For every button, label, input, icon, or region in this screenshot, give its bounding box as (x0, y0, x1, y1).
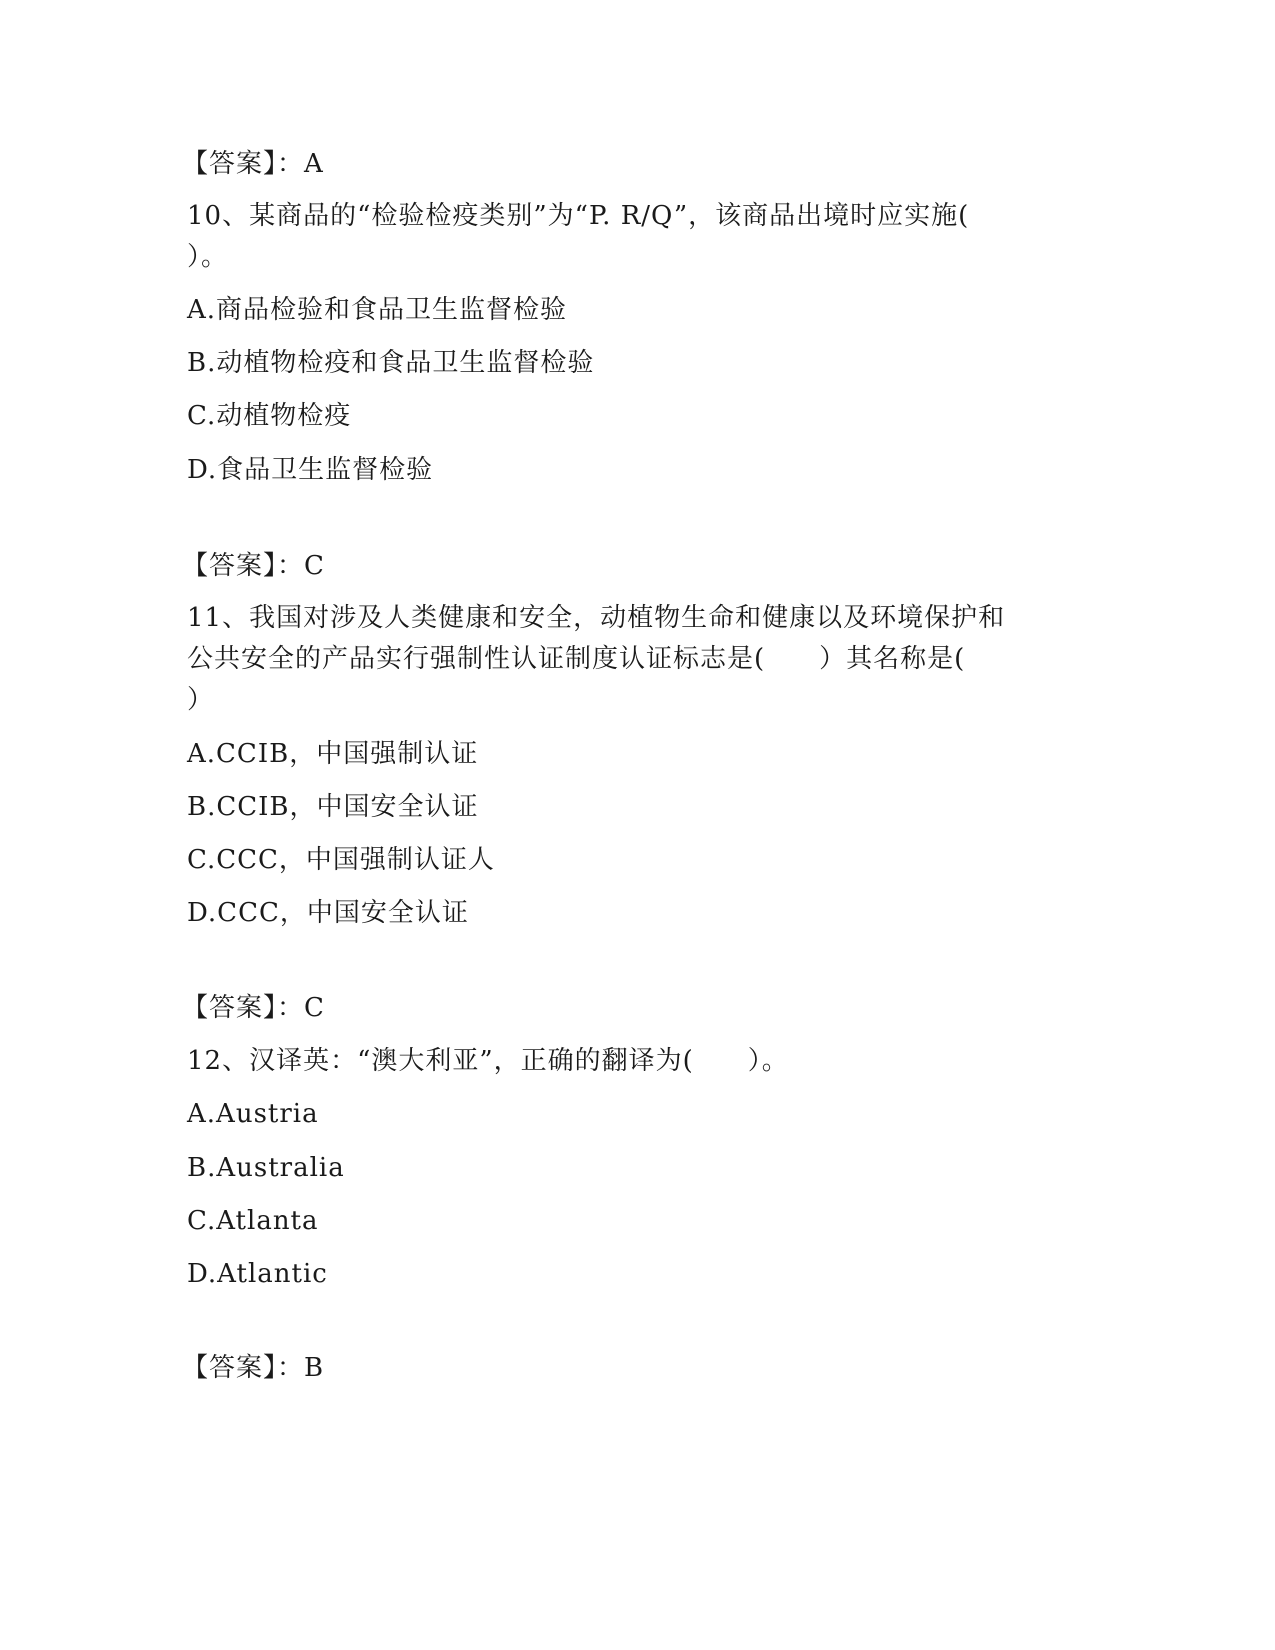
q11-option-b: B.CCIB，中国安全认证 (187, 792, 479, 822)
q10-option-d: D.食品卫生监督检验 (187, 455, 434, 485)
q10-option-c: C.动植物检疫 (187, 401, 352, 431)
q10-option-b: B.动植物检疫和食品卫生监督检验 (187, 348, 595, 378)
question-11-text-cont: 公共安全的产品实行强制性认证制度认证标志是( ）其名称是( (187, 644, 966, 674)
answer-q12: 【答案】：B (182, 1353, 325, 1383)
q10-option-a: A.商品检验和食品卫生监督检验 (187, 295, 568, 325)
answer-q9: 【答案】：A (182, 149, 324, 179)
answer-q11: 【答案】：C (182, 993, 325, 1023)
question-12-text: 12、汉译英：“澳大利亚”，正确的翻译为( ）。 (187, 1046, 789, 1076)
q12-option-c: C.Atlanta (187, 1206, 319, 1236)
question-10-text: 10、某商品的“检验检疫类别”为“P. R/Q”，该商品出境时应实施( (187, 201, 970, 231)
question-10-text-cont: ）。 (187, 242, 229, 272)
q12-option-a: A.Austria (187, 1099, 319, 1129)
q11-option-d: D.CCC，中国安全认证 (187, 898, 469, 928)
q11-option-c: C.CCC，中国强制认证人 (187, 845, 495, 875)
question-11-text-cont2: ） (187, 685, 215, 715)
q12-option-d: D.Atlantic (187, 1259, 328, 1289)
question-11-text: 11、我国对涉及人类健康和安全，动植物生命和健康以及环境保护和 (187, 603, 1006, 633)
q12-option-b: B.Australia (187, 1153, 345, 1183)
answer-q10: 【答案】：C (182, 551, 325, 581)
q11-option-a: A.CCIB，中国强制认证 (187, 739, 479, 769)
